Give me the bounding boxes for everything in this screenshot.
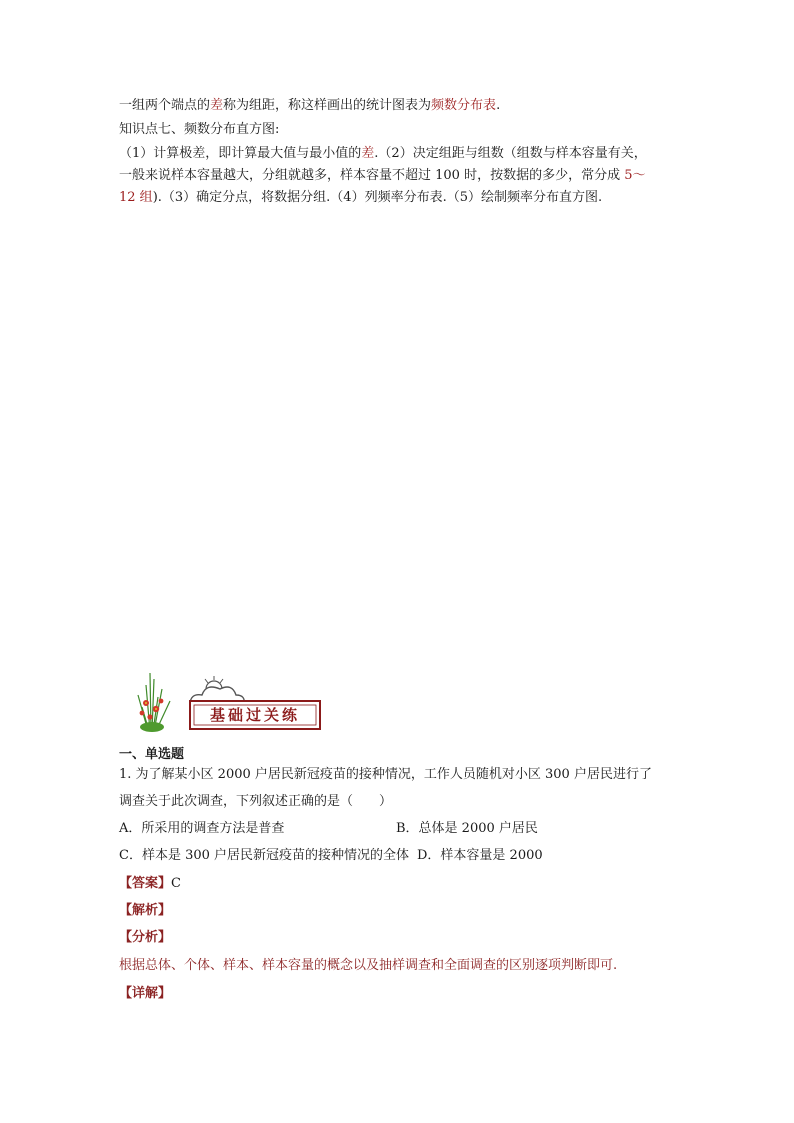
option-c: C．样本是 300 户居民新冠疫苗的接种情况的全体 [119, 848, 410, 863]
banner-title: 基础过关练 [209, 706, 300, 724]
flower-plant-icon [128, 665, 328, 737]
fenxi-label: 【分析】 [119, 930, 172, 945]
intro-line-5: 12 组).（3）确定分点，将数据分组.（4）列频率分布表.（5）绘制频率分布直方图. [119, 190, 603, 205]
jiexi-label: 【解析】 [119, 903, 172, 918]
intro-line-4: 一般来说样本容量越大，分组就越多，样本容量不超过 100 时，按数据的多少，常分成 5～ [119, 168, 646, 183]
answer-label: 【答案】 [119, 876, 172, 891]
answer-value: C [171, 876, 181, 891]
question-stem-line-2: 调查关于此次调查，下列叙述正确的是（ ） [119, 794, 393, 809]
analysis-text: 根据总体、个体、样本、样本容量的概念以及抽样调查和全面调查的区别逐项判断即可. [119, 958, 618, 973]
xiangjie-label: 【详解】 [119, 986, 172, 1001]
question-stem-line-1: 1. 为了解某小区 2000 户居民新冠疫苗的接种情况，工作人员随机对小区 300 户居民进行了 [119, 767, 652, 782]
section-title: 一、单选题 [119, 747, 185, 762]
intro-line-3: （1）计算极差，即计算最大值与最小值的差.（2）决定组距与组数（组数与样本容量有关， [119, 146, 647, 161]
answer-row [119, 875, 181, 893]
option-a: A．所采用的调查方法是普查 [119, 821, 285, 836]
option-b: B．总体是 2000 户居民 [396, 821, 538, 836]
section-heading-histogram: 知识点七、频数分布直方图: [119, 122, 280, 137]
option-d: D．样本容量是 2000 [417, 848, 543, 863]
practice-banner [128, 665, 328, 737]
intro-line-1: 一组两个端点的差称为组距，称这样画出的统计图表为频数分布表. [119, 98, 501, 113]
